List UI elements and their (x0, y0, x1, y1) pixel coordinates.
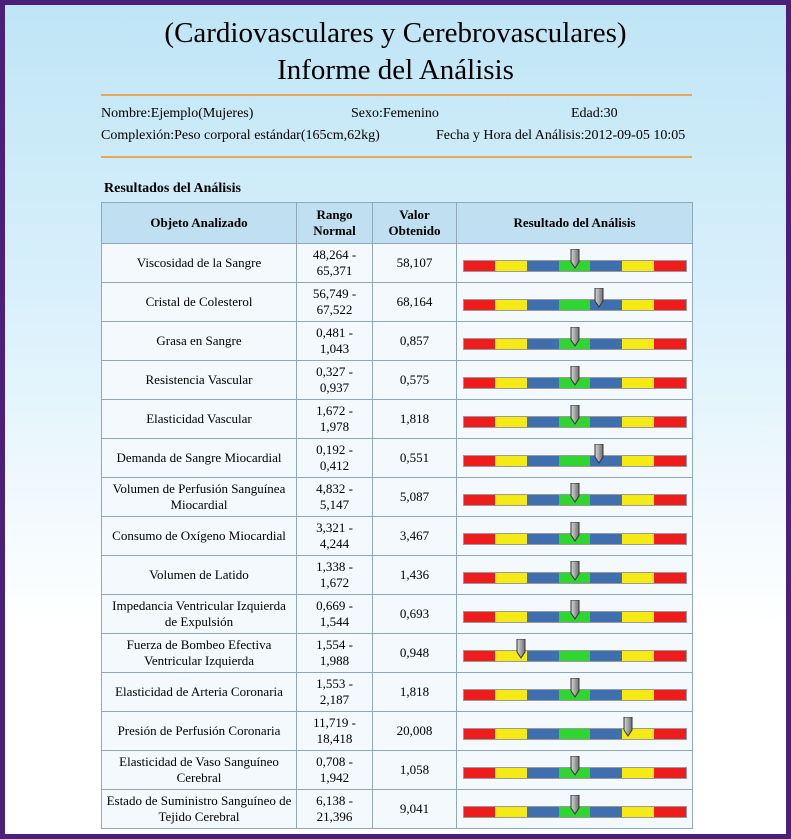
scale-segment (654, 456, 686, 466)
result-marker-icon (623, 717, 633, 737)
cell-value: 1,058 (373, 751, 457, 790)
scale-segment (464, 378, 496, 388)
cell-item: Elasticidad Vascular (102, 400, 297, 439)
scale-segment (495, 339, 527, 349)
result-marker-icon (570, 678, 580, 698)
patient-build: Complexión:Peso corporal estándar(165cm,62kg) (101, 128, 380, 143)
scale-segment (464, 729, 496, 739)
cell-value: 5,087 (373, 478, 457, 517)
scale-segment (590, 417, 622, 427)
cell-result (457, 673, 693, 712)
table-row (102, 790, 693, 829)
table-row (102, 751, 693, 790)
scale-segment (622, 300, 654, 310)
cell-result (457, 556, 693, 595)
table-row (102, 322, 693, 361)
scale-segment (527, 612, 559, 622)
cell-range: 1,338 - 1,672 (297, 556, 373, 595)
scale-segment (495, 807, 527, 817)
header-divider-top (101, 94, 692, 96)
result-scale-bar (463, 260, 687, 272)
results-table (101, 202, 693, 829)
scale-segment (495, 300, 527, 310)
result-scale-bar (463, 377, 687, 389)
scale-segment (464, 651, 496, 661)
result-scale-bar (463, 806, 687, 818)
column-header-range: Rango Normal (297, 203, 373, 244)
cell-item: Viscosidad de la Sangre (102, 244, 297, 283)
cell-value: 0,693 (373, 595, 457, 634)
cell-range: 6,138 - 21,396 (297, 790, 373, 829)
table-row (102, 556, 693, 595)
scale-segment (654, 495, 686, 505)
scale-segment (622, 456, 654, 466)
scale-segment (527, 495, 559, 505)
scale-segment (590, 612, 622, 622)
cell-result (457, 244, 693, 283)
result-marker-icon (570, 327, 580, 347)
scale-segment (622, 378, 654, 388)
table-row (102, 595, 693, 634)
scale-segment (464, 495, 496, 505)
cell-range: 0,669 - 1,544 (297, 595, 373, 634)
scale-segment (527, 534, 559, 544)
scale-segment (559, 300, 591, 310)
result-marker-icon (516, 639, 526, 659)
cell-value: 9,041 (373, 790, 457, 829)
scale-segment (654, 534, 686, 544)
scale-segment (622, 417, 654, 427)
scale-segment (590, 261, 622, 271)
cell-item: Volumen de Perfusión Sanguínea Miocardial (102, 478, 297, 517)
scale-segment (464, 339, 496, 349)
scale-segment (527, 651, 559, 661)
scale-segment (527, 261, 559, 271)
result-scale-bar (463, 494, 687, 506)
column-header-result: Resultado del Análisis (457, 203, 693, 244)
cell-range: 0,192 - 0,412 (297, 439, 373, 478)
scale-segment (527, 690, 559, 700)
result-marker-icon (594, 288, 604, 308)
scale-segment (464, 261, 496, 271)
scale-segment (622, 612, 654, 622)
cell-result (457, 439, 693, 478)
scale-segment (654, 378, 686, 388)
scale-segment (464, 417, 496, 427)
result-scale-bar (463, 767, 687, 779)
cell-value: 1,436 (373, 556, 457, 595)
report-title-line2: Informe del Análisis (277, 54, 514, 86)
result-scale-bar (463, 689, 687, 701)
scale-segment (590, 378, 622, 388)
table-row (102, 634, 693, 673)
scale-segment (527, 729, 559, 739)
patient-name: Nombre:Ejemplo(Mujeres) (101, 106, 254, 121)
table-row (102, 712, 693, 751)
scale-segment (590, 573, 622, 583)
cell-item: Impedancia Ventricular Izquierda de Expulsión (102, 595, 297, 634)
table-row (102, 361, 693, 400)
cell-value: 20,008 (373, 712, 457, 751)
scale-segment (464, 690, 496, 700)
cell-result (457, 283, 693, 322)
cell-result (457, 712, 693, 751)
table-header-row (102, 203, 693, 244)
cell-item: Consumo de Oxígeno Miocardial (102, 517, 297, 556)
result-scale-bar (463, 299, 687, 311)
scale-segment (590, 495, 622, 505)
scale-segment (464, 534, 496, 544)
result-scale-bar (463, 728, 687, 740)
scale-segment (527, 768, 559, 778)
cell-item: Estado de Suministro Sanguíneo de Tejido Cerebral (102, 790, 297, 829)
cell-item: Grasa en Sangre (102, 322, 297, 361)
scale-segment (654, 417, 686, 427)
scale-segment (654, 690, 686, 700)
cell-result (457, 751, 693, 790)
scale-segment (654, 300, 686, 310)
scale-segment (622, 339, 654, 349)
result-marker-icon (570, 405, 580, 425)
cell-result (457, 790, 693, 829)
analysis-datetime: Fecha y Hora del Análisis:2012-09-05 10:05 (436, 128, 686, 143)
scale-segment (590, 534, 622, 544)
cell-range: 0,327 - 0,937 (297, 361, 373, 400)
scale-segment (464, 300, 496, 310)
result-marker-icon (570, 561, 580, 581)
table-row (102, 283, 693, 322)
table-row (102, 517, 693, 556)
scale-segment (527, 417, 559, 427)
scale-segment (622, 261, 654, 271)
cell-range: 48,264 - 65,371 (297, 244, 373, 283)
cell-item: Fuerza de Bombeo Efectiva Ventricular Izquierda (102, 634, 297, 673)
scale-segment (495, 612, 527, 622)
result-scale-bar (463, 338, 687, 350)
scale-segment (654, 807, 686, 817)
result-marker-icon (570, 522, 580, 542)
scale-segment (559, 729, 591, 739)
patient-sex: Sexo:Femenino (351, 106, 439, 121)
cell-range: 0,708 - 1,942 (297, 751, 373, 790)
scale-segment (559, 651, 591, 661)
scale-segment (590, 729, 622, 739)
scale-segment (654, 573, 686, 583)
scale-segment (495, 690, 527, 700)
cell-range: 3,321 - 4,244 (297, 517, 373, 556)
cell-value: 0,551 (373, 439, 457, 478)
scale-segment (495, 729, 527, 739)
scale-segment (527, 378, 559, 388)
scale-segment (495, 261, 527, 271)
scale-segment (622, 690, 654, 700)
header-divider-bottom (101, 156, 692, 158)
result-marker-icon (570, 249, 580, 269)
cell-value: 58,107 (373, 244, 457, 283)
result-scale-bar (463, 416, 687, 428)
cell-range: 1,672 - 1,978 (297, 400, 373, 439)
cell-result (457, 595, 693, 634)
scale-segment (590, 807, 622, 817)
scale-segment (495, 534, 527, 544)
cell-range: 0,481 - 1,043 (297, 322, 373, 361)
scale-segment (654, 729, 686, 739)
scale-segment (654, 651, 686, 661)
table-row (102, 478, 693, 517)
cell-result (457, 322, 693, 361)
scale-segment (495, 768, 527, 778)
cell-range: 1,553 - 2,187 (297, 673, 373, 712)
scale-segment (622, 651, 654, 661)
result-marker-icon (570, 483, 580, 503)
scale-segment (590, 651, 622, 661)
column-header-value: Valor Obtenido (373, 203, 457, 244)
cell-item: Presión de Perfusión Coronaria (102, 712, 297, 751)
cell-range: 1,554 - 1,988 (297, 634, 373, 673)
scale-segment (495, 573, 527, 583)
cell-item: Demanda de Sangre Miocardial (102, 439, 297, 478)
cell-result (457, 478, 693, 517)
cell-item: Elasticidad de Arteria Coronaria (102, 673, 297, 712)
cell-value: 0,948 (373, 634, 457, 673)
patient-age: Edad:30 (571, 106, 618, 121)
scale-segment (527, 807, 559, 817)
cell-range: 11,719 - 18,418 (297, 712, 373, 751)
report-title-line1: (Cardiovasculares y Cerebrovasculares) (164, 17, 627, 49)
scale-segment (527, 573, 559, 583)
result-scale-bar (463, 611, 687, 623)
scale-segment (495, 495, 527, 505)
cell-value: 1,818 (373, 673, 457, 712)
cell-item: Cristal de Colesterol (102, 283, 297, 322)
result-marker-icon (570, 366, 580, 386)
section-title: Resultados del Análisis (104, 181, 241, 196)
scale-segment (654, 612, 686, 622)
cell-value: 68,164 (373, 283, 457, 322)
result-marker-icon (594, 444, 604, 464)
scale-segment (654, 261, 686, 271)
scale-segment (527, 339, 559, 349)
scale-segment (654, 768, 686, 778)
cell-result (457, 400, 693, 439)
cell-item: Resistencia Vascular (102, 361, 297, 400)
scale-segment (622, 534, 654, 544)
scale-segment (654, 339, 686, 349)
table-row (102, 673, 693, 712)
scale-segment (464, 573, 496, 583)
cell-range: 56,749 - 67,522 (297, 283, 373, 322)
scale-segment (590, 768, 622, 778)
cell-value: 1,818 (373, 400, 457, 439)
scale-segment (622, 807, 654, 817)
column-header-item: Objeto Analizado (102, 203, 297, 244)
cell-value: 0,575 (373, 361, 457, 400)
table-row (102, 244, 693, 283)
cell-range: 4,832 - 5,147 (297, 478, 373, 517)
table-row (102, 439, 693, 478)
cell-item: Volumen de Latido (102, 556, 297, 595)
scale-segment (495, 456, 527, 466)
scale-segment (527, 456, 559, 466)
cell-result (457, 634, 693, 673)
table-row (102, 400, 693, 439)
scale-segment (464, 768, 496, 778)
cell-result (457, 517, 693, 556)
cell-item: Elasticidad de Vaso Sanguíneo Cerebral (102, 751, 297, 790)
result-scale-bar (463, 455, 687, 467)
scale-segment (495, 417, 527, 427)
scale-segment (464, 456, 496, 466)
cell-value: 3,467 (373, 517, 457, 556)
result-marker-icon (570, 600, 580, 620)
scale-segment (622, 495, 654, 505)
result-marker-icon (570, 795, 580, 815)
scale-segment (464, 807, 496, 817)
scale-segment (590, 690, 622, 700)
cell-result (457, 361, 693, 400)
scale-segment (559, 456, 591, 466)
scale-segment (590, 339, 622, 349)
result-marker-icon (570, 756, 580, 776)
cell-value: 0,857 (373, 322, 457, 361)
scale-segment (527, 300, 559, 310)
scale-segment (622, 573, 654, 583)
result-scale-bar (463, 533, 687, 545)
scale-segment (464, 612, 496, 622)
result-scale-bar (463, 650, 687, 662)
result-scale-bar (463, 572, 687, 584)
scale-segment (495, 378, 527, 388)
scale-segment (622, 768, 654, 778)
